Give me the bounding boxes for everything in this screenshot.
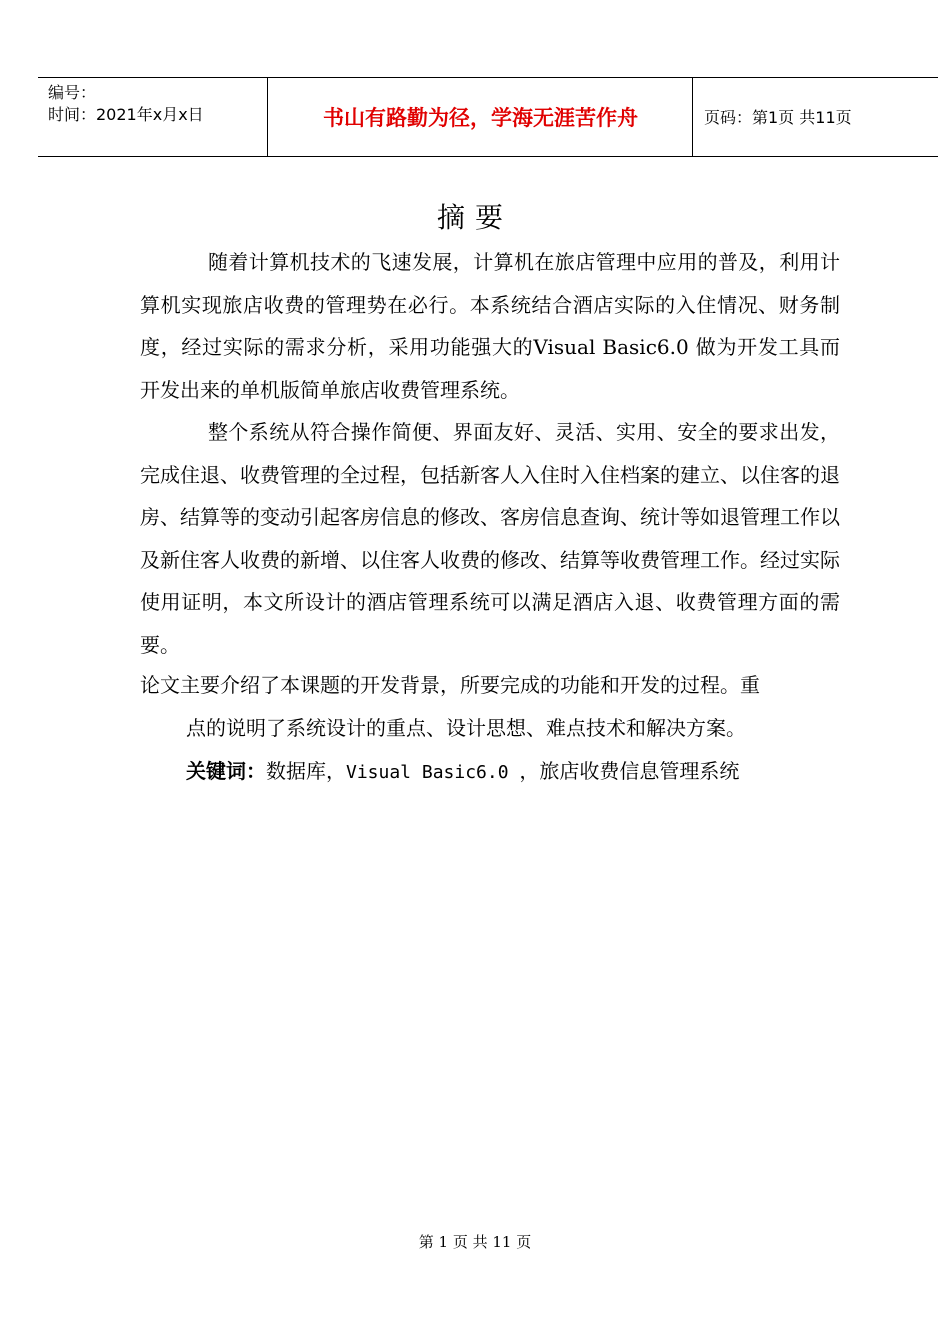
- header-page-info: 页码：第1页 共11页: [704, 108, 852, 127]
- header-divider-right: [692, 78, 693, 156]
- keyword-system: ，旅店收费信息管理系统: [519, 759, 740, 783]
- page-header: [38, 77, 938, 157]
- abstract-paragraph-1: 随着计算机技术的飞速发展，计算机在旅店管理中应用的普及，利用计算机实现旅店收费的管理势在必行。本系统结合酒店实际的入住情况、财务制度，经过实际的需求分析，采用功能强大的Visual Basic6.0 做为开发工具而开发出来的单机版简单旅店收费管理系统。: [140, 250, 840, 402]
- header-motto: 书山有路勤为径，学海无涯苦作舟: [323, 106, 638, 130]
- header-meta: [48, 82, 204, 126]
- abstract-summary: [140, 664, 840, 749]
- keywords-label: 关键词：: [186, 759, 266, 783]
- document-number: 编号：: [48, 83, 97, 102]
- keyword-visual-basic: Visual Basic6.0: [346, 762, 520, 783]
- document-date: 时间：2021年x月x日: [48, 105, 204, 124]
- abstract-paragraph-2: 整个系统从符合操作简便、界面友好、灵活、实用、安全的要求出发，完成住退、收费管理的全过程，包括新客人入住时入住档案的建立、以住客的退房、结算等的变动引起客房信息的修改、客房信息查询、统计等如退管理工作以及新住客人收费的新增、以住客人收费的修改、结算等收费管理工作。经过实际使用证明，本文所设计的酒店管理系统可以满足酒店入退、收费管理方面的需要。: [140, 420, 840, 657]
- keywords: [186, 750, 739, 794]
- summary-line-2: 点的说明了系统设计的重点、设计思想、难点技术和解决方案。: [186, 715, 746, 740]
- summary-line-1: 论文主要介绍了本课题的开发背景，所要完成的功能和开发的过程。重: [140, 673, 760, 697]
- page-title: 摘要: [436, 201, 513, 234]
- page-footer: 第 1 页 共 11 页: [418, 1233, 532, 1251]
- keyword-database: 数据库，: [266, 759, 346, 783]
